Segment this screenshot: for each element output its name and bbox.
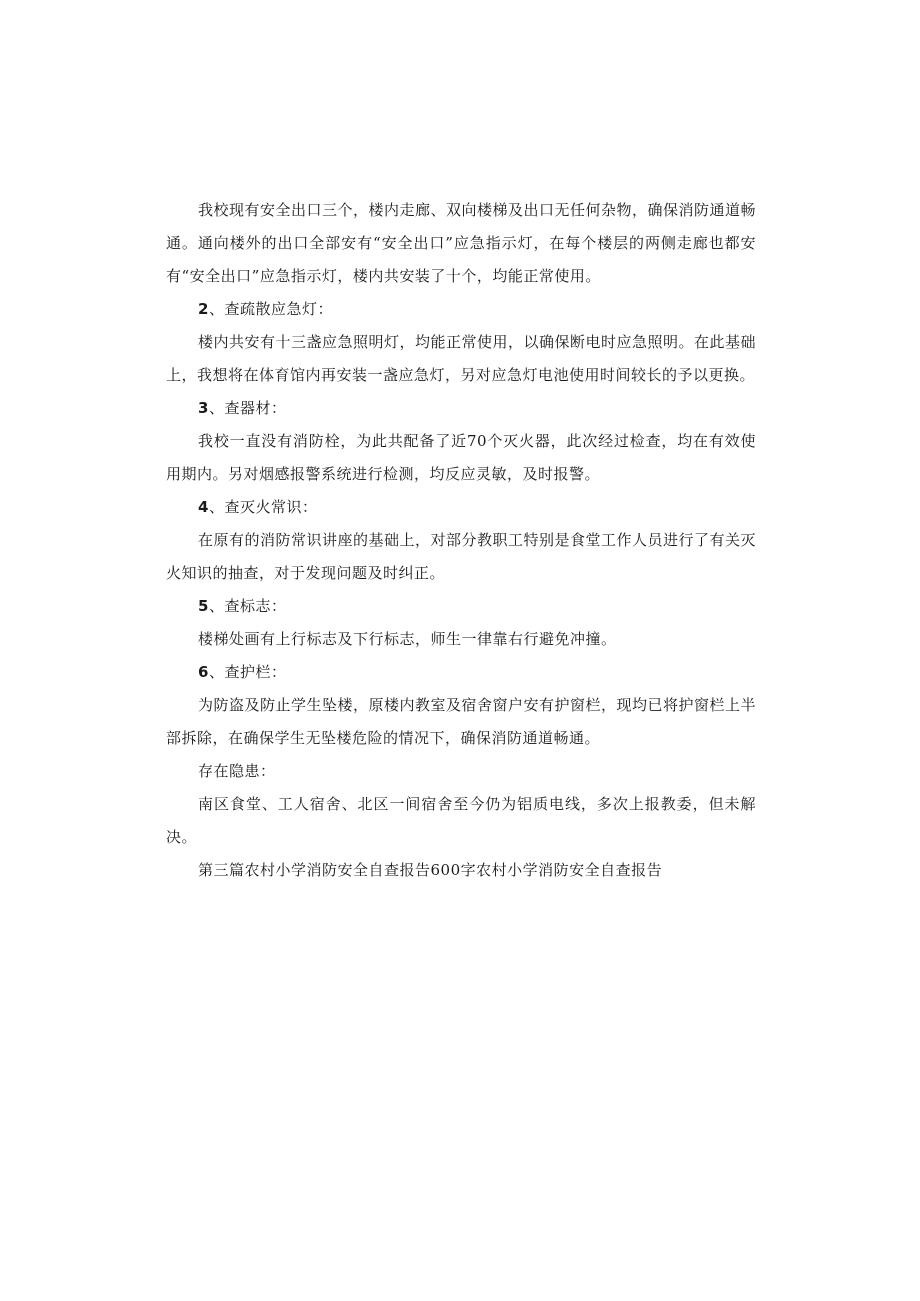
- heading-text: 、查疏散应急灯：: [208, 300, 333, 318]
- heading-railings: [166, 656, 756, 689]
- heading-number: 3: [198, 399, 209, 417]
- heading-emergency-lights: [166, 293, 756, 326]
- heading-signs: [166, 590, 756, 623]
- paragraph-hazards: 南区食堂、工人宿舍、北区一间宿舍至今仍为铝质电线，多次上报教委，但未解决。: [166, 795, 756, 846]
- heading-equipment: [166, 392, 756, 425]
- heading-number: 5: [198, 597, 209, 615]
- heading-text: 、查灭火常识：: [208, 498, 318, 516]
- heading-number: 2: [198, 300, 209, 318]
- heading-number: 6: [198, 663, 209, 681]
- paragraph-next-title: 第三篇农村小学消防安全自查报告600字农村小学消防安全自查报告: [198, 861, 663, 879]
- paragraph-hazards-label: 存在隐患：: [198, 762, 276, 780]
- paragraph-exits: 我校现有安全出口三个，楼内走廊、双向楼梯及出口无任何杂物，确保消防通道畅通。通向楼外的出口全部安有“安全出口”应急指示灯，在每个楼层的两侧走廊也都安有“安全出口”应急指示灯，楼内共安装了十个，均能正常使用。: [166, 201, 757, 285]
- heading-text: 、查护栏：: [208, 663, 287, 681]
- paragraph-fire-knowledge: 在原有的消防常识讲座的基础上，对部分教职工特别是食堂工作人员进行了有关灭火知识的抽查，对于发现问题及时纠正。: [166, 531, 757, 582]
- paragraph-emergency-lights: 楼内共安有十三盏应急照明灯，均能正常使用，以确保断电时应急照明。在此基础上，我想将在体育馆内再安装一盏应急灯，另对应急灯电池使用时间较长的予以更换。: [166, 333, 757, 384]
- heading-text: 、查标志：: [208, 597, 287, 615]
- heading-fire-knowledge: [166, 491, 756, 524]
- paragraph-signs: 楼梯处画有上行标志及下行标志，师生一律靠右行避免冲撞。: [198, 630, 617, 648]
- heading-number: 4: [198, 498, 209, 516]
- paragraph-railings: 为防盗及防止学生坠楼，原楼内教室及宿舍窗户安有护窗栏，现均已将护窗栏上半部拆除，在确保学生无坠楼危险的情况下，确保消防通道畅通。: [166, 696, 757, 747]
- document-body: [166, 194, 756, 887]
- heading-text: 、查器材：: [208, 399, 287, 417]
- paragraph-equipment: 我校一直没有消防栓，为此共配备了近70个灭火器，此次经过检查，均在有效使用期内。另对烟感报警系统进行检测，均反应灵敏，及时报警。: [166, 432, 756, 483]
